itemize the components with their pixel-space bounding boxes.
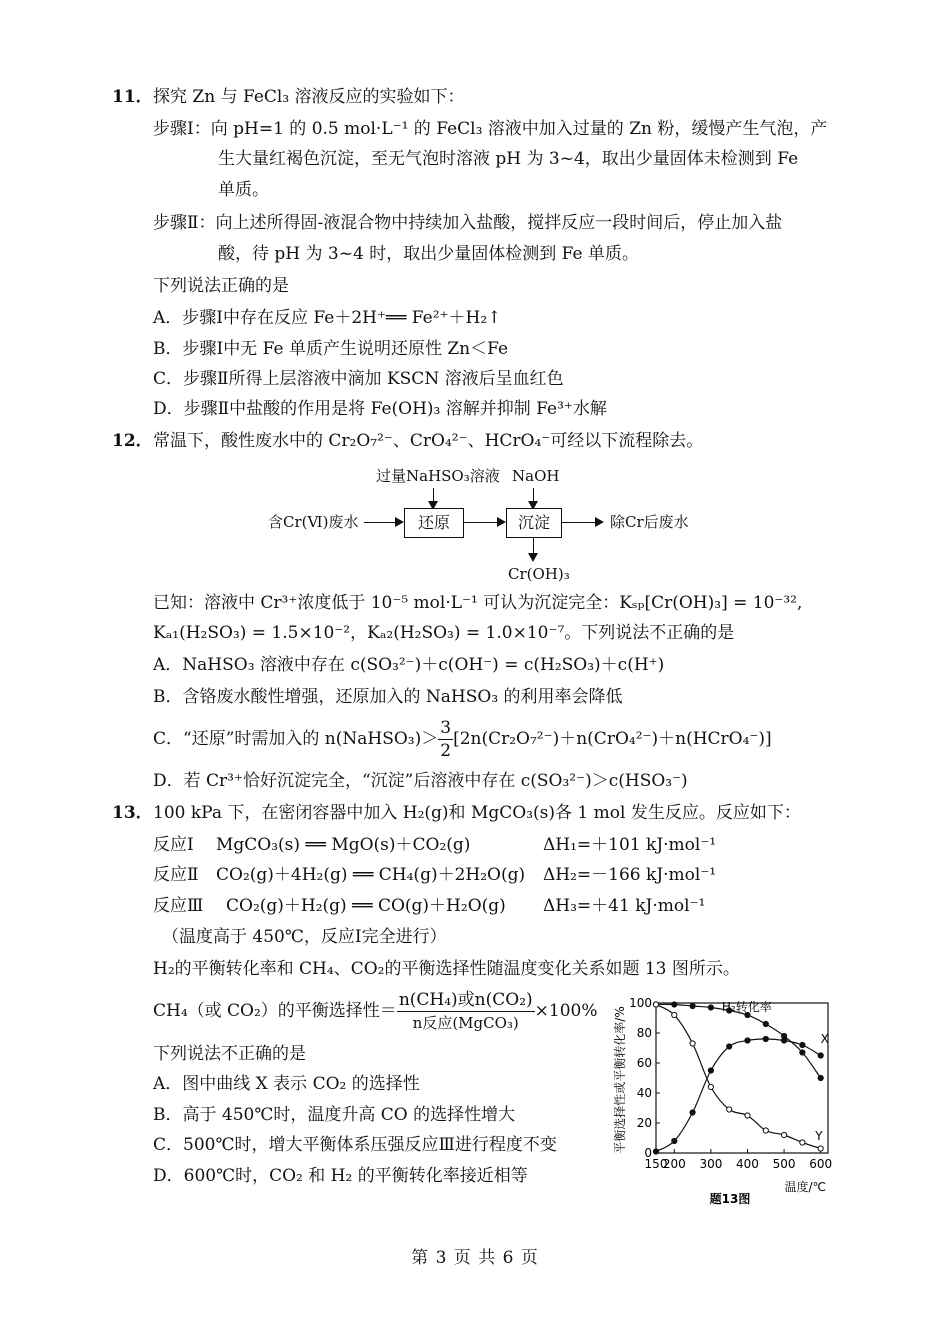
data-point-2 [653, 1002, 658, 1007]
x-tick-label: 400 [736, 1157, 759, 1171]
q11-step2-line1: 步骤Ⅱ：向上述所得固-液混合物中持续加入盐酸，搅拌反应一段时间后，停止加入盐 [153, 213, 783, 233]
q13-r2-eq: CO₂(g)＋4H₂(g) ══ CH₄(g)＋2H₂O(g) [216, 865, 526, 885]
q13-option-c[interactable]: C．500℃时，增大平衡体系压强反应Ⅲ进行程度不变 [153, 1135, 557, 1155]
q13-r1-label: 反应Ⅰ [153, 835, 194, 855]
flow-precipitate-label: Cr(OH)₃ [508, 565, 570, 583]
data-point-0 [708, 1005, 713, 1010]
data-point-0 [672, 1002, 677, 1007]
q13-option-d[interactable]: D．600℃时，CO₂ 和 H₂ 的平衡转化率接近相等 [153, 1166, 528, 1186]
q12-option-c-pre: C．“还原”时需加入的 n(NaHSO₃)＞ [153, 729, 439, 749]
data-point-1 [818, 1053, 823, 1058]
q12-option-c-fraction [438, 717, 453, 762]
y-tick-label: 20 [636, 1116, 652, 1130]
flow-box-reduce: 还原 [404, 508, 464, 538]
x-tick-label: 150 [644, 1157, 668, 1171]
q13-formula-denominator: n反应(MgCO₃) [412, 1014, 519, 1032]
data-point-2 [745, 1113, 750, 1118]
q12-option-c-den: 2 [440, 741, 452, 761]
question-13-number: 13． [112, 803, 153, 823]
x-tick-label: 600 [809, 1157, 833, 1171]
q13-r2-dh: ΔH₂=－166 kJ·mol⁻¹ [543, 865, 717, 885]
q13-option-b[interactable]: B．高于 450℃时，温度升高 CO 的选择性增大 [153, 1105, 516, 1125]
data-point-1 [781, 1038, 786, 1043]
flow-output-label: 除Cr后废水 [610, 513, 689, 531]
x-tick-label: 500 [772, 1157, 796, 1171]
y-tick-label: 40 [636, 1086, 652, 1100]
question-12-number: 12． [112, 431, 153, 451]
data-point-2 [763, 1128, 768, 1133]
data-point-0 [690, 1003, 695, 1008]
data-point-0 [800, 1050, 805, 1055]
data-point-2 [708, 1084, 713, 1089]
series-label: X [820, 1032, 829, 1046]
q13-ask: 下列说法不正确的是 [153, 1044, 306, 1064]
q11-step1-line3: 单质。 [218, 180, 269, 200]
data-point-2 [672, 1012, 677, 1017]
q11-step1-line1: 步骤Ⅰ：向 pH=1 的 0.5 mol·L⁻¹ 的 FeCl₃ 溶液中加入过量的 Zn 粉，缓慢产生气泡，产 [153, 119, 828, 139]
data-point-2 [800, 1140, 805, 1145]
q11-option-a[interactable]: A．步骤Ⅰ中存在反应 Fe＋2H⁺══ Fe²⁺＋H₂↑ [153, 308, 502, 328]
q11-ask: 下列说法正确的是 [153, 276, 289, 296]
figure-13-chart [598, 985, 858, 1215]
q13-r1-eq: MgCO₃(s) ══ MgO(s)＋CO₂(g) [216, 835, 471, 855]
data-point-1 [690, 1110, 695, 1115]
q13-r3-eq: CO₂(g)＋H₂(g) ══ CO(g)＋H₂O(g) [226, 896, 506, 916]
question-12-stem: 常温下，酸性废水中的 Cr₂O₇²⁻、CrO₄²⁻、HCrO₄⁻可经以下流程除去。 [153, 431, 704, 451]
data-point-2 [690, 1041, 695, 1046]
flow-arrow-output [562, 522, 602, 523]
data-point-1 [763, 1036, 768, 1041]
question-11-stem: 探究 Zn 与 FeCl₃ 溶液反应的实验如下： [153, 87, 465, 107]
series-label: H₂转化率 [721, 1000, 772, 1014]
data-point-1 [653, 1149, 658, 1154]
q13-formula-fraction [397, 989, 535, 1034]
data-point-2 [727, 1107, 732, 1112]
q11-option-d[interactable]: D．步骤Ⅱ中盐酸的作用是将 Fe(OH)₃ 溶解并抑制 Fe³⁺水解 [153, 399, 607, 419]
q11-step2-line2: 酸，待 pH 为 3~4 时，取出少量固体检测到 Fe 单质。 [218, 244, 639, 264]
y-tick-label: 60 [636, 1056, 652, 1070]
series-line-0 [656, 1004, 821, 1078]
q13-formula-numerator: n(CH₄)或n(CO₂) [398, 990, 533, 1010]
data-point-1 [672, 1138, 677, 1143]
q13-formula-left: CH₄（或 CO₂）的平衡选择性＝ [153, 1001, 397, 1021]
q11-option-c[interactable]: C．步骤Ⅱ所得上层溶液中滴加 KSCN 溶液后呈血红色 [153, 369, 564, 389]
series-label: Y [815, 1129, 823, 1143]
flow-reagent-naoh: NaOH [512, 467, 560, 485]
flow-arrow-reagent2 [533, 488, 534, 508]
y-axis-label: 平衡选择性或平衡转化率/% [613, 1006, 627, 1154]
q13-selectivity-formula [153, 988, 598, 1034]
q13-description: H₂的平衡转化率和 CH₄、CO₂的平衡选择性随温度变化关系如题 13 图所示。 [153, 959, 740, 979]
data-point-0 [763, 1021, 768, 1026]
q12-option-c-num: 3 [440, 718, 452, 738]
chart-caption: 题13图 [709, 1192, 751, 1206]
data-point-2 [781, 1132, 786, 1137]
flow-arrow-reagent1 [433, 488, 434, 508]
flow-arrow-down [533, 538, 534, 560]
y-tick-label: 80 [636, 1026, 652, 1040]
q13-r3-dh: ΔH₃=＋41 kJ·mol⁻¹ [543, 896, 706, 916]
page-footer: 第 3 页 共 6 页 [411, 1248, 539, 1268]
q12-known-line1: 已知：溶液中 Cr³⁺浓度低于 10⁻⁵ mol·L⁻¹ 可认为沉淀完全：Kₛₚ[Cr(OH)₃] = 10⁻³², [153, 593, 803, 613]
q11-option-b[interactable]: B．步骤Ⅰ中无 Fe 单质产生说明还原性 Zn＜Fe [153, 339, 509, 359]
q13-note: （温度高于 450℃，反应Ⅰ完全进行） [162, 927, 447, 947]
q12-option-c-post: [2n(Cr₂O₇²⁻)＋n(CrO₄²⁻)＋n(HCrO₄⁻)] [453, 729, 772, 749]
x-axis-label: 温度/℃ [784, 1180, 826, 1194]
data-point-2 [818, 1146, 823, 1151]
q13-r2-label: 反应Ⅱ [153, 865, 199, 885]
x-tick-label: 200 [662, 1157, 686, 1171]
flow-input-label: 含Cr(Ⅵ)废水 [268, 513, 359, 531]
y-tick-label: 100 [629, 996, 652, 1010]
data-point-0 [818, 1075, 823, 1080]
q11-step1-line2: 生大量红褐色沉淀，至无气泡时溶液 pH 为 3~4，取出少量固体未检测到 Fe [218, 149, 799, 169]
q13-r3-label: 反应Ⅲ [153, 896, 204, 916]
series-line-1 [656, 1039, 821, 1152]
q13-r1-dh: ΔH₁=＋101 kJ·mol⁻¹ [543, 835, 717, 855]
flow-arrow-middle [464, 522, 504, 523]
flow-reagent-nahso3: 过量NaHSO₃溶液 [376, 467, 500, 485]
question-13-stem: 100 kPa 下，在密闭容器中加入 H₂(g)和 MgCO₃(s)各 1 mol 发生反应。反应如下： [153, 803, 801, 823]
data-point-1 [708, 1068, 713, 1073]
flow-box-precipitate: 沉淀 [506, 508, 562, 538]
q12-option-b[interactable]: B．含铬废水酸性增强，还原加入的 NaHSO₃ 的利用率会降低 [153, 687, 623, 707]
data-point-1 [745, 1038, 750, 1043]
question-11-number: 11． [112, 87, 153, 107]
q12-known-line2: Kₐ₁(H₂SO₃) = 1.5×10⁻²，Kₐ₂(H₂SO₃) = 1.0×10⁻⁷。下列说法不正确的是 [153, 623, 735, 643]
y-tick-label: 0 [644, 1146, 652, 1160]
x-tick-label: 300 [699, 1157, 723, 1171]
q13-formula-right: ×100% [534, 1001, 598, 1021]
q12-option-a[interactable]: A．NaHSO₃ 溶液中存在 c(SO₃²⁻)＋c(OH⁻) = c(H₂SO₃)＋c(H⁺) [153, 655, 665, 675]
q13-option-a[interactable]: A．图中曲线 X 表示 CO₂ 的选择性 [153, 1074, 420, 1094]
series-line-2 [656, 1005, 821, 1149]
q12-option-d[interactable]: D．若 Cr³⁺恰好沉淀完全，“沉淀”后溶液中存在 c(SO₃²⁻)＞c(HSO₃⁻) [153, 771, 688, 791]
data-point-1 [727, 1044, 732, 1049]
data-point-1 [800, 1042, 805, 1047]
q12-option-c[interactable] [153, 716, 772, 762]
flow-arrow-input [364, 522, 402, 523]
